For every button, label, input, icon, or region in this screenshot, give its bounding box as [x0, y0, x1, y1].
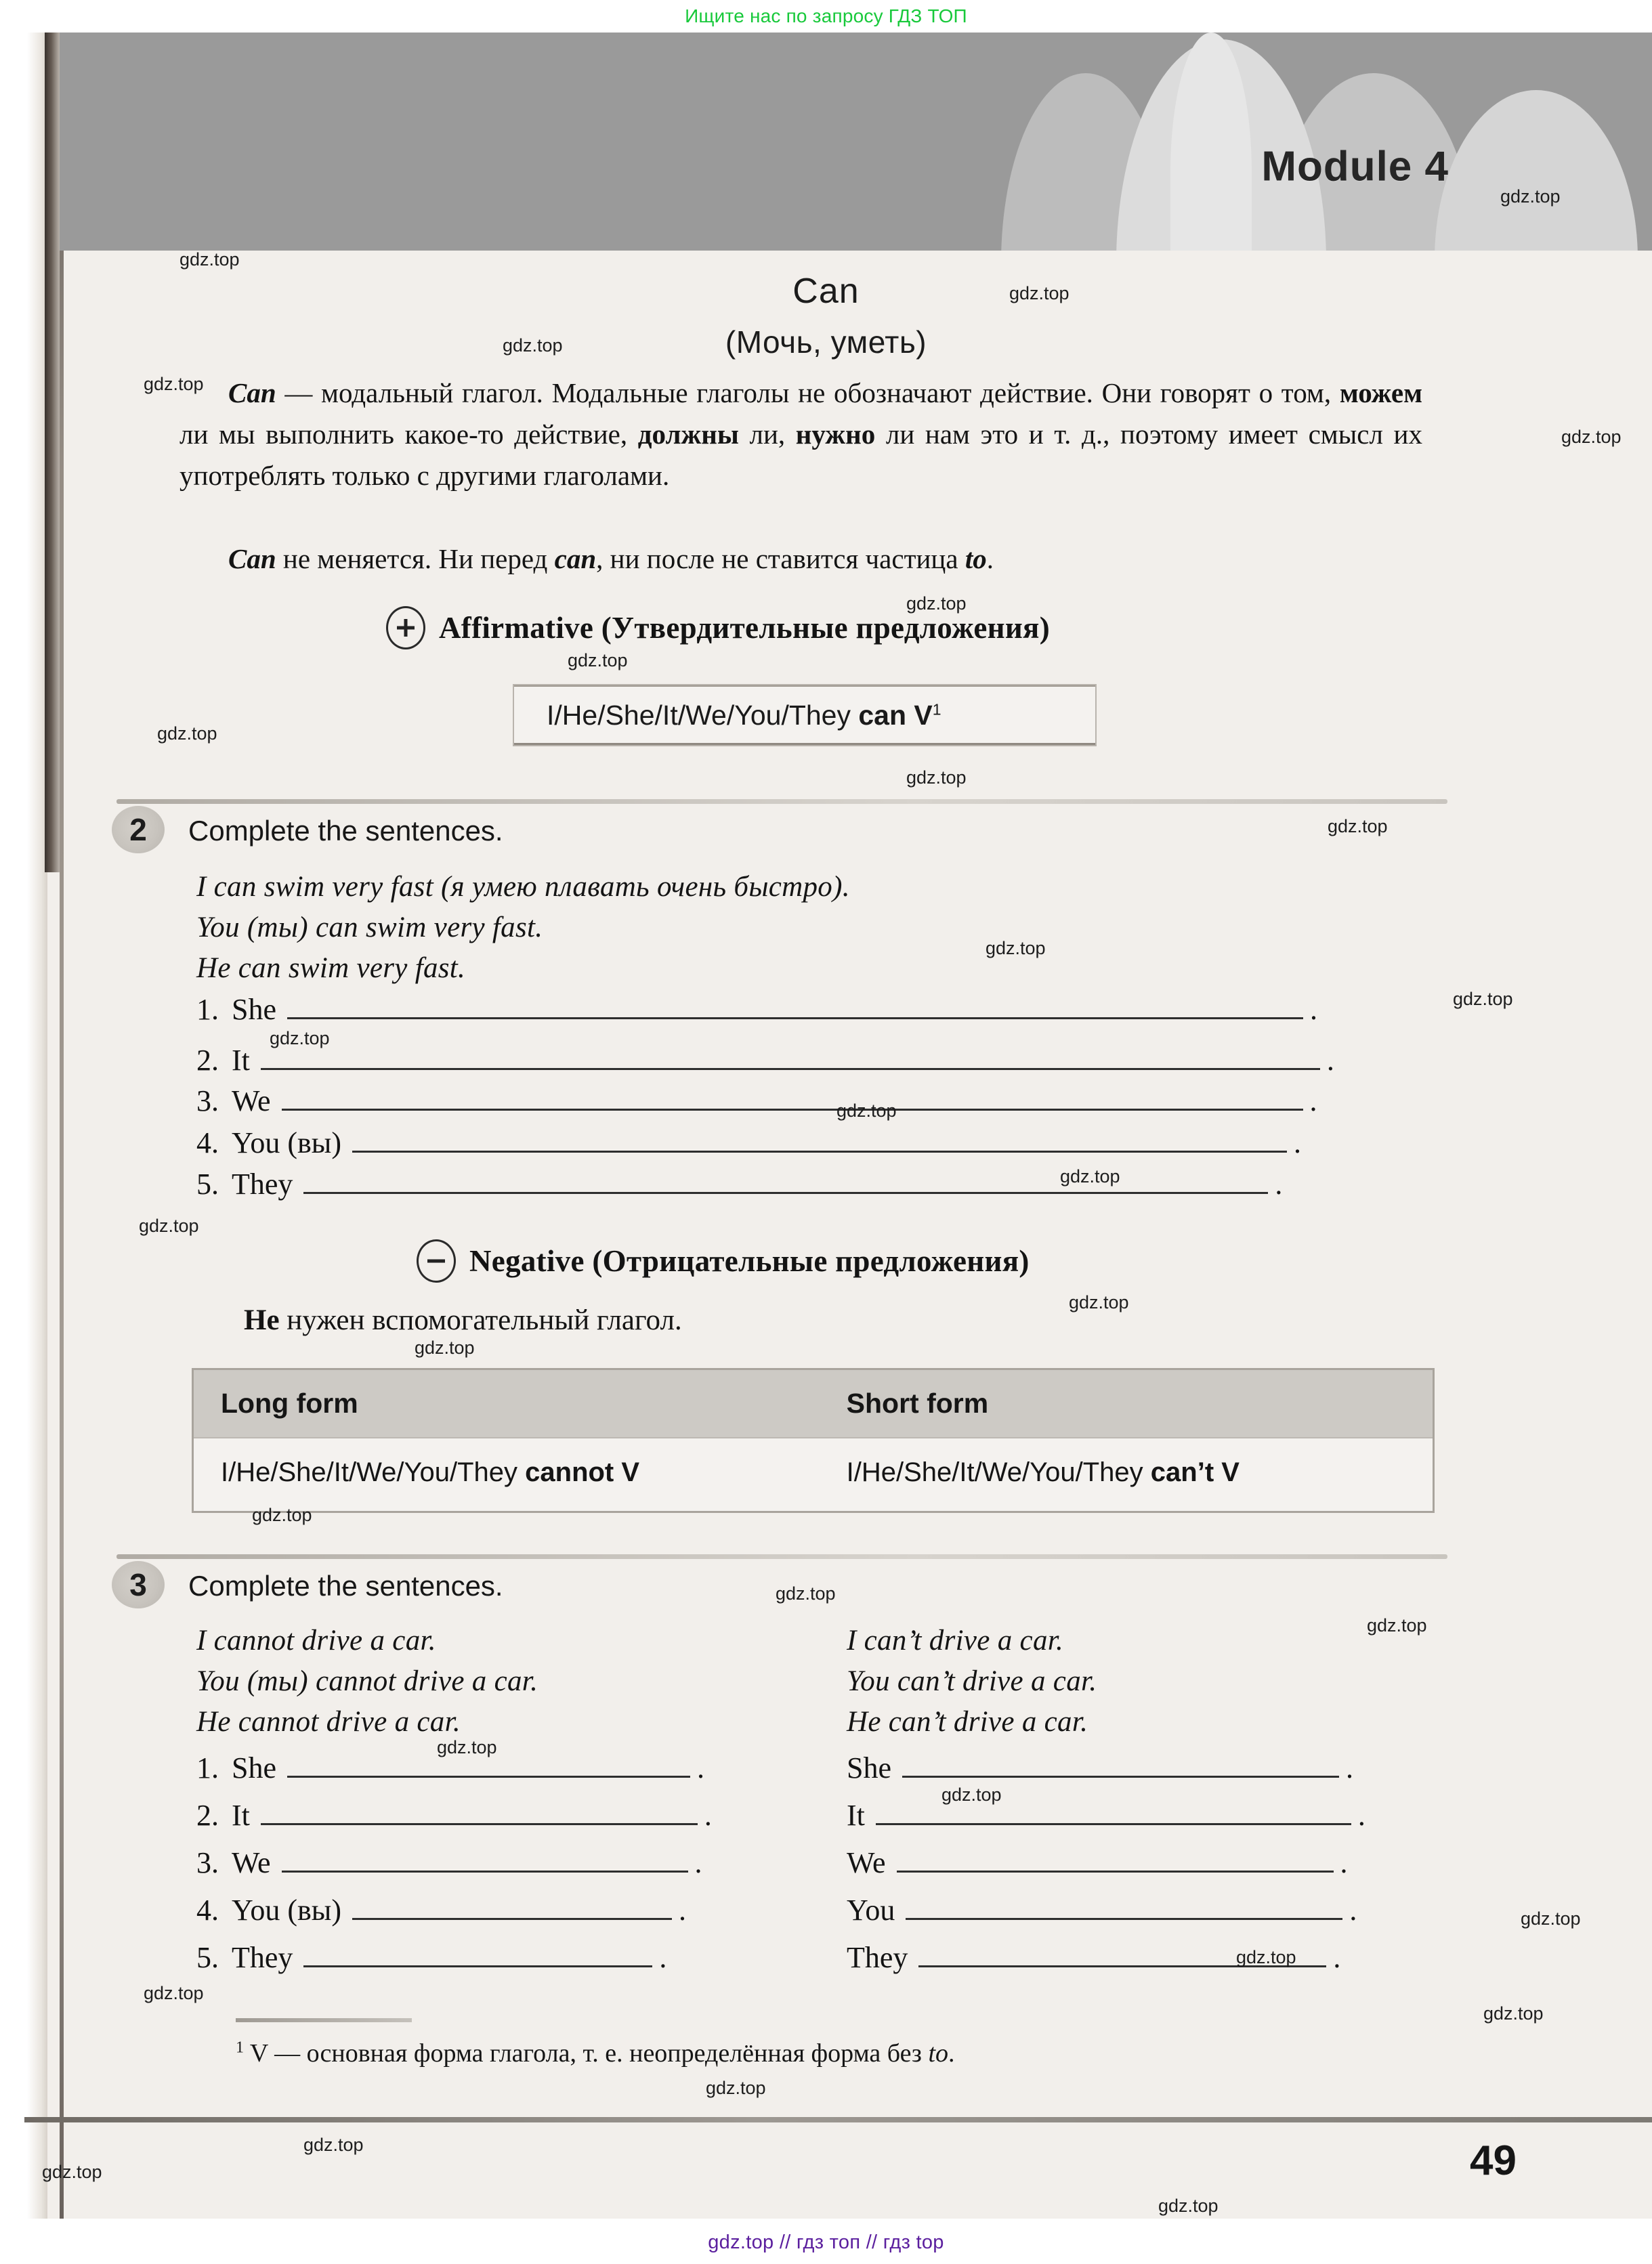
table-header-short-form: Short form — [846, 1388, 989, 1419]
item-pronoun: It — [232, 1799, 250, 1832]
item-number: 5. — [196, 1168, 219, 1201]
item-pronoun: We — [847, 1846, 886, 1879]
table-header-long-form: Long form — [221, 1388, 358, 1419]
item-number: 3. — [196, 1846, 219, 1879]
item-pronoun: She — [847, 1751, 891, 1785]
affirmative-heading — [386, 606, 1050, 649]
watermark: gdz.top — [179, 249, 240, 270]
exercise-2-item[interactable] — [196, 1126, 1301, 1160]
negative-heading — [417, 1239, 1030, 1283]
watermark: gdz.top — [568, 650, 628, 670]
exercise-3-item-left[interactable] — [196, 1751, 704, 1785]
answer-blank[interactable] — [352, 1126, 1287, 1153]
exercise-2-item[interactable] — [196, 1167, 1282, 1201]
item-pronoun: They — [232, 1941, 293, 1974]
exercise-2-example: I can swim very fast (я умею плавать очень быстро). — [196, 871, 850, 903]
book-binding-shadow — [45, 33, 60, 872]
item-pronoun: You (вы) — [232, 1126, 342, 1159]
promo-bar — [0, 0, 1652, 33]
table-cell-long-form: I/He/She/It/We/You/They cannot V — [221, 1457, 640, 1487]
exercise-3-item-left[interactable] — [196, 1940, 666, 1975]
watermark: gdz.top — [986, 938, 1046, 958]
item-period: . — [1309, 1084, 1317, 1117]
item-number: 3. — [196, 1084, 219, 1117]
watermark: gdz.top — [1236, 1947, 1296, 1967]
answer-blank[interactable] — [303, 1941, 652, 1967]
exercise-2-title: Complete the sentences. — [188, 815, 503, 847]
exercise-3-example-left: I cannot drive a car. — [196, 1625, 436, 1657]
item-period: . — [679, 1894, 687, 1927]
exercise-3-item-right[interactable] — [847, 1893, 1357, 1927]
watermark: gdz.top — [139, 1216, 199, 1236]
exercise-2-separator — [117, 799, 1447, 804]
promo-text: Ищите нас по запросу ГДЗ ТОП — [685, 5, 967, 26]
table-header-row — [194, 1370, 1433, 1438]
item-period: . — [1340, 1846, 1348, 1879]
item-period: . — [694, 1846, 702, 1879]
exercise-3-title: Complete the sentences. — [188, 1570, 503, 1602]
exercise-2-example: He can swim very fast. — [196, 952, 466, 984]
footer-text: gdz.top // гдз топ // гдз top — [708, 2231, 944, 2253]
intro-paragraph-2: Can не меняется. Ни перед can, ни после не ставится частица to. — [228, 543, 994, 574]
item-period: . — [704, 1799, 712, 1832]
item-pronoun: She — [232, 1751, 276, 1785]
answer-blank[interactable] — [282, 1084, 1303, 1111]
watermark: gdz.top — [270, 1028, 330, 1048]
watermark: gdz.top — [252, 1505, 312, 1525]
watermark: gdz.top — [776, 1583, 836, 1604]
exercise-3-example-right: I can’t drive a car. — [847, 1625, 1064, 1657]
exercise-3-example-left: He cannot drive a car. — [196, 1706, 461, 1738]
exercise-2-item[interactable] — [196, 1043, 1334, 1077]
exercise-2-number: 2 — [112, 806, 165, 853]
item-number: 2. — [196, 1044, 219, 1077]
item-period: . — [1333, 1941, 1341, 1974]
watermark: gdz.top — [415, 1338, 475, 1358]
module-header-band — [60, 33, 1652, 251]
item-pronoun: They — [232, 1168, 293, 1201]
footnote-text: $^1$ V — основная форма глагола, т. е. неопределённая форма без to. — [236, 2038, 955, 2068]
answer-blank[interactable] — [261, 1799, 698, 1825]
exercise-3-item-right[interactable] — [847, 1845, 1348, 1880]
item-period: . — [1357, 1799, 1365, 1832]
item-pronoun: You (вы) — [232, 1894, 342, 1927]
item-period: . — [1349, 1894, 1357, 1927]
watermark: gdz.top — [1009, 283, 1069, 303]
watermark: gdz.top — [1158, 2196, 1219, 2216]
answer-blank[interactable] — [287, 1751, 690, 1778]
footer-bar — [0, 2231, 1652, 2254]
affirmative-formula-box — [513, 684, 1097, 746]
item-period: . — [1294, 1126, 1302, 1159]
item-pronoun: We — [232, 1084, 271, 1117]
watermark: gdz.top — [1483, 2003, 1544, 2024]
item-pronoun: They — [847, 1941, 908, 1974]
watermark: gdz.top — [906, 593, 967, 614]
exercise-3-example-left: You (ты) cannot drive a car. — [196, 1665, 538, 1697]
watermark: gdz.top — [1328, 816, 1388, 836]
watermark: gdz.top — [1521, 1908, 1581, 1929]
watermark: gdz.top — [437, 1737, 497, 1757]
answer-blank[interactable] — [282, 1846, 688, 1873]
watermark: gdz.top — [1367, 1615, 1427, 1636]
answer-blank[interactable] — [303, 1168, 1268, 1194]
answer-blank[interactable] — [352, 1894, 672, 1920]
exercise-3-item-right[interactable] — [847, 1940, 1340, 1975]
exercise-3-item-right[interactable] — [847, 1798, 1365, 1833]
book-binding-line — [60, 33, 64, 2219]
exercise-2-item[interactable] — [196, 1084, 1317, 1118]
exercise-3-number: 3 — [112, 1561, 165, 1608]
exercise-2-example: You (ты) can swim very fast. — [196, 912, 543, 943]
item-pronoun: It — [847, 1799, 865, 1832]
affirmative-formula: I/He/She/It/We/You/They can $V^1$ — [547, 699, 941, 731]
watermark: gdz.top — [706, 2078, 766, 2098]
item-number: 1. — [196, 993, 219, 1026]
answer-blank[interactable] — [261, 1044, 1320, 1070]
watermark: gdz.top — [144, 374, 204, 394]
item-period: . — [1346, 1751, 1353, 1785]
item-number: 2. — [196, 1799, 219, 1832]
watermark: gdz.top — [1453, 989, 1513, 1009]
affirmative-label: Affirmative (Утвердительные предложения) — [439, 611, 1050, 645]
page-bottom-rule — [24, 2117, 1652, 2122]
module-title: Module 4 — [1261, 143, 1449, 190]
item-period: . — [1310, 993, 1317, 1026]
item-pronoun: It — [232, 1044, 250, 1077]
item-pronoun: We — [232, 1846, 271, 1879]
table-cell-short-form: I/He/She/It/We/You/They can’t V — [846, 1457, 1240, 1487]
watermark: gdz.top — [906, 767, 967, 788]
answer-blank[interactable] — [876, 1799, 1351, 1825]
item-number: 4. — [196, 1894, 219, 1927]
watermark: gdz.top — [42, 2162, 102, 2182]
exercise-3-item-left[interactable] — [196, 1893, 686, 1927]
exercise-3-item-left[interactable] — [196, 1845, 702, 1880]
watermark: gdz.top — [157, 723, 217, 744]
watermark: gdz.top — [503, 335, 563, 356]
item-period: . — [697, 1751, 704, 1785]
page-title: Can — [792, 272, 860, 311]
answer-blank[interactable] — [906, 1894, 1342, 1920]
watermark: gdz.top — [941, 1785, 1002, 1805]
band-petal-shape — [1435, 90, 1638, 251]
minus-icon — [417, 1239, 456, 1283]
exercise-2-item[interactable] — [196, 992, 1317, 1027]
answer-blank[interactable] — [897, 1846, 1334, 1873]
item-number: 5. — [196, 1941, 219, 1974]
exercise-3-item-right[interactable] — [847, 1751, 1353, 1785]
exercise-3-example-right: You can’t drive a car. — [847, 1665, 1097, 1697]
item-pronoun: She — [232, 993, 276, 1026]
item-pronoun: You — [847, 1894, 895, 1927]
negative-forms-table — [192, 1368, 1435, 1513]
negative-label: Negative (Отрицательные предложения) — [469, 1244, 1030, 1278]
watermark: gdz.top — [1561, 427, 1622, 447]
item-number: 4. — [196, 1126, 219, 1159]
item-period: . — [1326, 1044, 1334, 1077]
watermark: gdz.top — [1069, 1292, 1129, 1312]
answer-blank[interactable] — [902, 1751, 1339, 1778]
watermark: gdz.top — [144, 1983, 204, 2003]
page-subtitle: (Мочь, уметь) — [725, 324, 927, 360]
answer-blank[interactable] — [287, 993, 1303, 1019]
intro-paragraph-1: Can — модальный глагол. Модальные глаголы не обозначают действие. Они говорят о том, можем ли мы выполнить какое-то действие, должны ли, нужно ли нам это и т. д., поэтому имеет смысл их употреблять только с другими глаголами. — [179, 377, 1422, 491]
footnote-rule — [236, 2018, 412, 2022]
plus-icon — [386, 606, 425, 649]
item-period: . — [659, 1941, 667, 1974]
table-row — [194, 1438, 1433, 1511]
watermark: gdz.top — [836, 1101, 897, 1121]
page-number: 49 — [1470, 2137, 1517, 2184]
item-period: . — [1275, 1168, 1283, 1201]
watermark: gdz.top — [303, 2135, 364, 2155]
exercise-3-separator — [117, 1554, 1447, 1559]
negative-note: Не нужен вспомогательный глагол. — [244, 1304, 682, 1336]
exercise-3-example-right: He can’t drive a car. — [847, 1706, 1088, 1738]
watermark: gdz.top — [1060, 1166, 1120, 1187]
watermark: gdz.top — [1500, 186, 1561, 207]
exercise-3-item-left[interactable] — [196, 1798, 712, 1833]
item-number: 1. — [196, 1751, 219, 1785]
answer-blank[interactable] — [918, 1941, 1326, 1967]
